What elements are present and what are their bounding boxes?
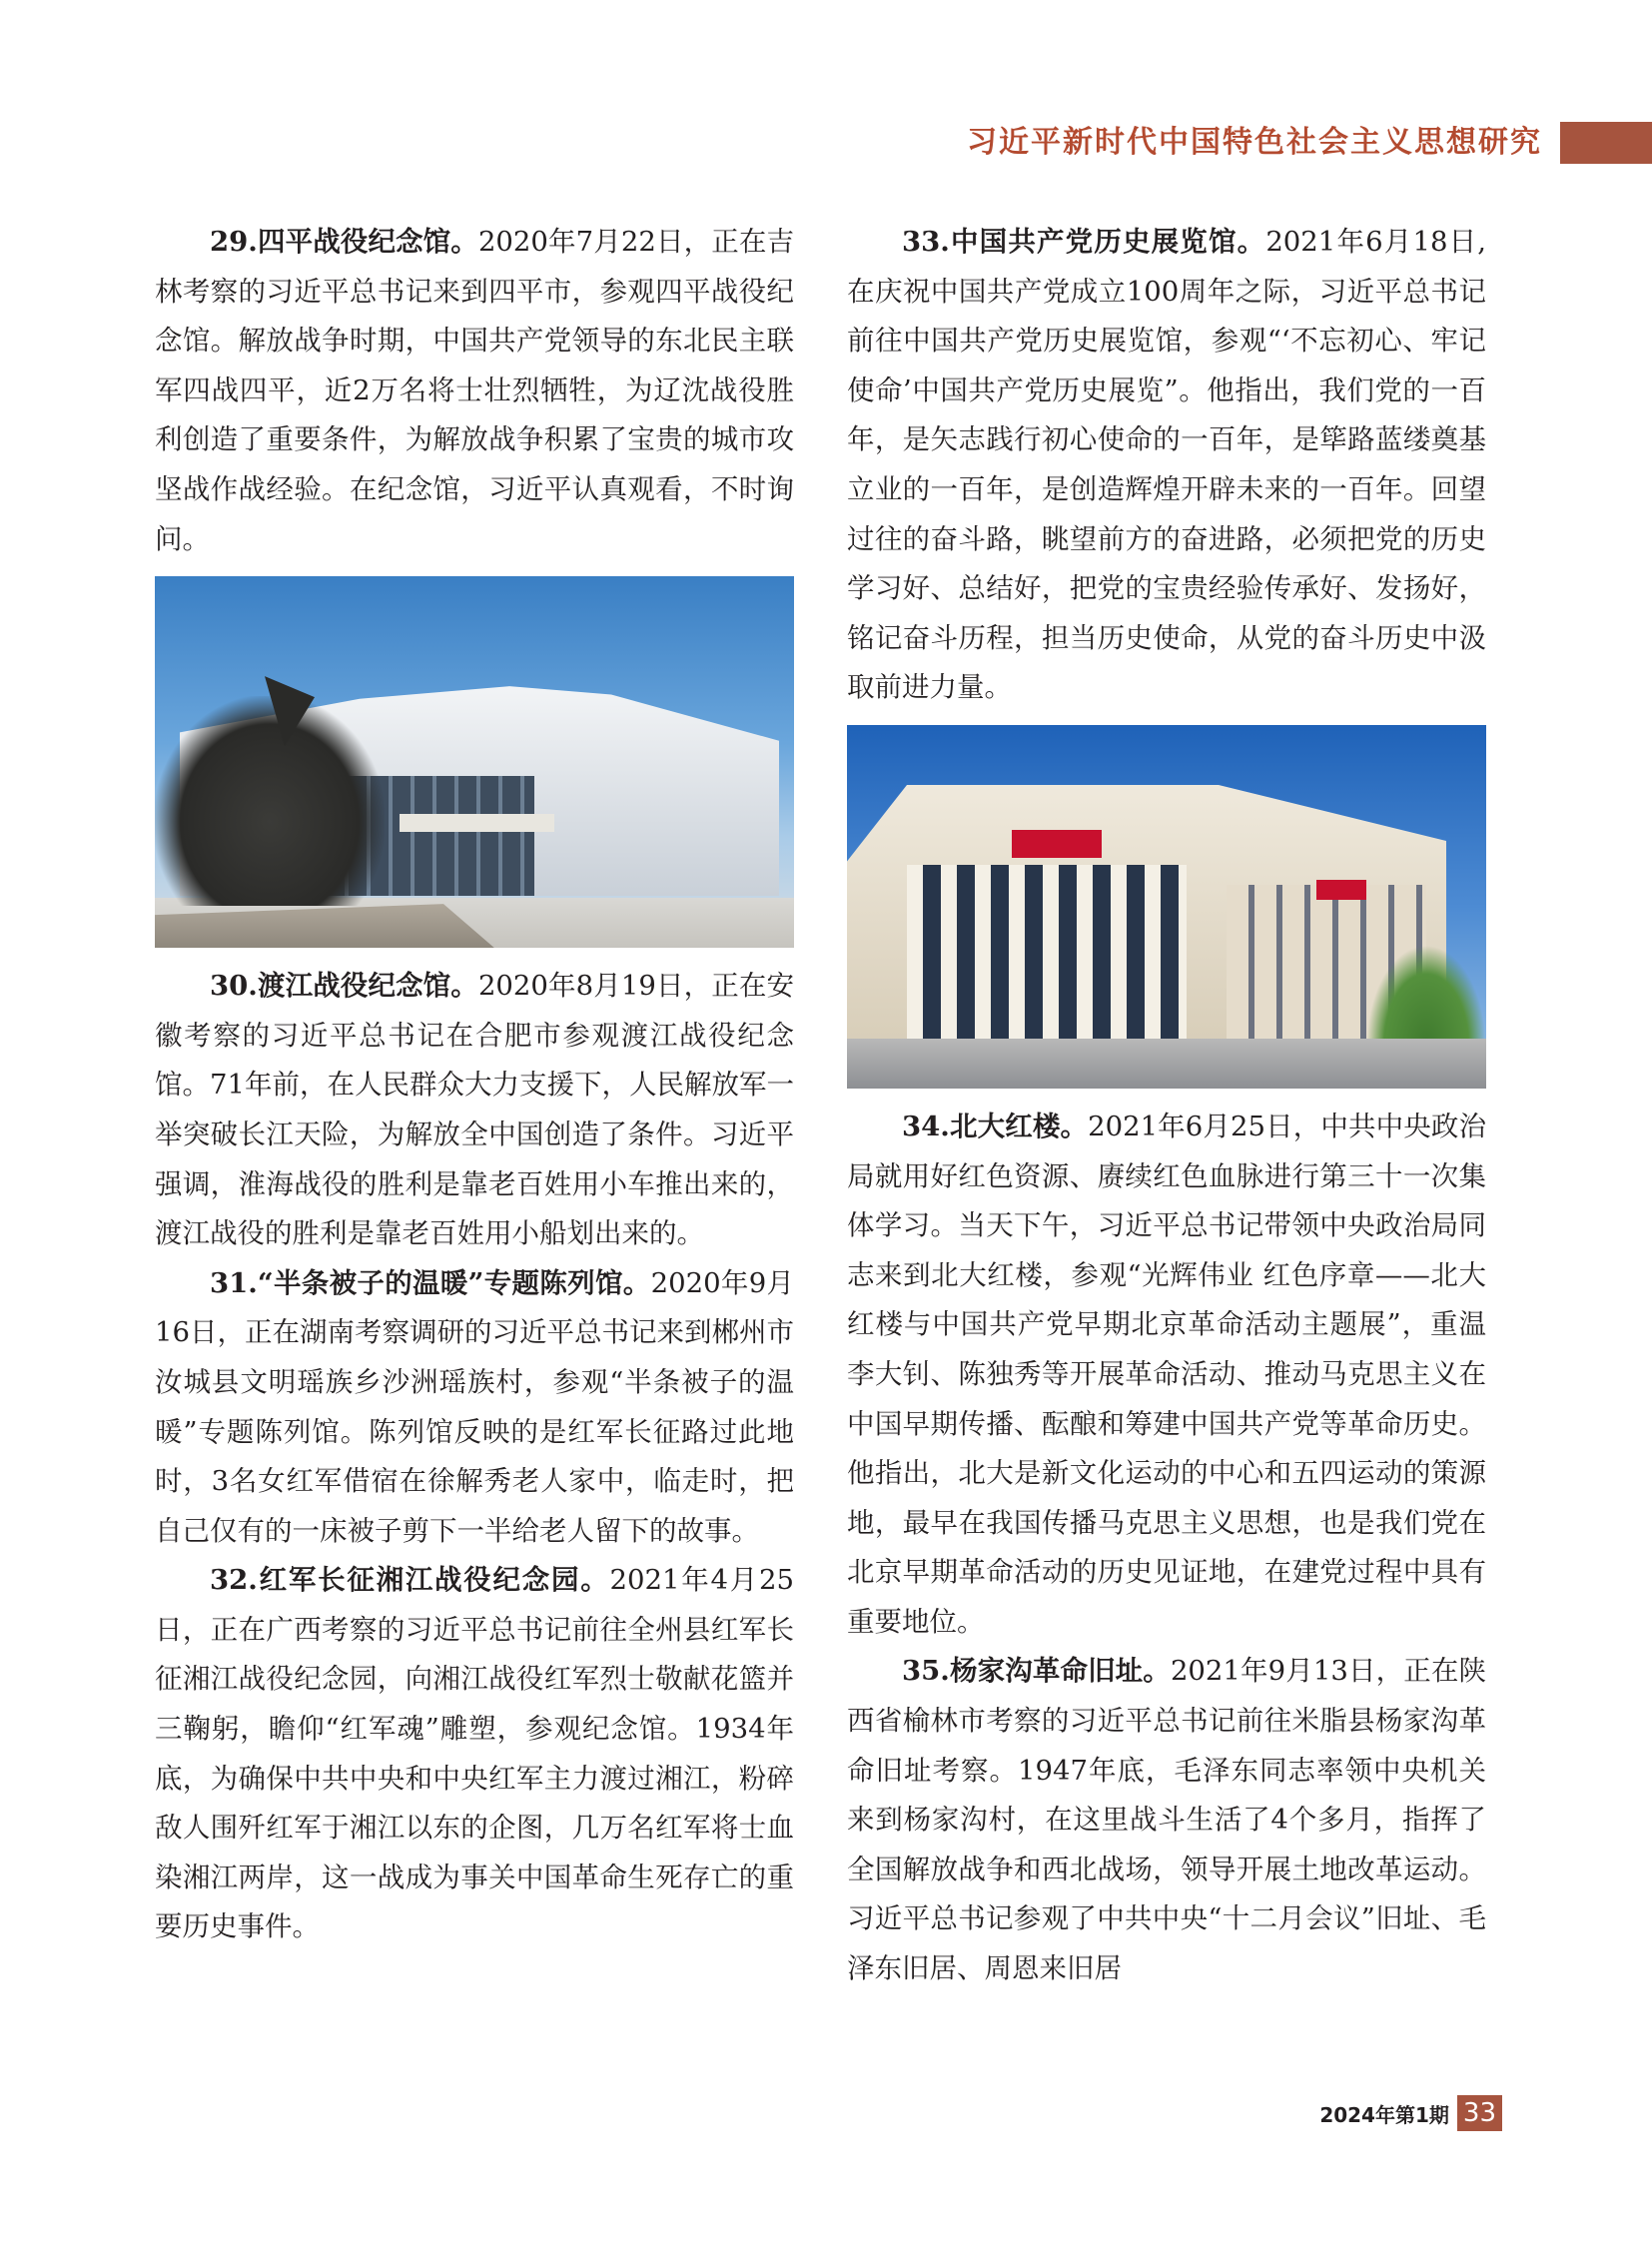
page-number: 33: [1457, 2095, 1502, 2131]
paragraph-30-text: 2020年8月19日，正在安徽考察的习近平总书记在合肥市参观渡江战役纪念馆。71年前，在人民群众大力支援下，人民解放军一举突破长江天险，为解放全中国创造了条件。习近平强调，淮海战役的胜利是靠老百姓用小车推出来的，渡江战役的胜利是靠老百姓用小船划出来的。: [155, 970, 794, 1250]
paragraph-30: [155, 962, 794, 1259]
paragraph-31: [155, 1259, 794, 1557]
soldier-statue: [155, 696, 385, 906]
road: [847, 1039, 1486, 1089]
journal-title: 习近平新时代中国特色社会主义思想研究: [967, 125, 1542, 160]
cpc-history-hall-photo: [847, 725, 1486, 1089]
paragraph-35-text: 2021年9月13日，正在陕西省榆林市考察的习近平总书记前往米脂县杨家沟革命旧址考察。1947年底，毛泽东同志率领中央机关来到杨家沟村，在这里战斗生活了4个多月，指挥了全国解放战争和西北战场，领导开展土地改革运动。习近平总书记参观了中共中央“十二月会议”旧址、毛泽东旧居、周恩来旧居: [847, 1655, 1486, 1985]
paragraph-29-text: 2020年7月22日，正在吉林考察的习近平总书记来到四平市，参观四平战役纪念馆。解放战争时期，中国共产党领导的东北民主联军四战四平，近2万名将士壮烈牺牲，为辽沈战役胜利创造了重要条件，为解放战争积累了宝贵的城市攻坚战作战经验。在纪念馆，习近平认真观看，不时询问。: [155, 226, 794, 555]
paragraph-29: [155, 218, 794, 564]
paragraph-35: [847, 1647, 1486, 1993]
paragraph-32-lead: 32.红军长征湘江战役纪念园。: [210, 1564, 610, 1597]
paragraph-34-text: 2021年6月25日，中共中央政治局就用好红色资源、赓续红色血脉进行第三十一次集体学习。当天下午，习近平总书记带领中央政治局同志来到北大红楼，参观“光辉伟业 红色序章——北大红楼与中国共产党早期北京革命活动主题展”，重温李大钊、陈独秀等开展革命活动、推动马克思主义在中国早期传播、酝酿和筹建中国共产党等革命历史。他指出，北大是新文化运动的中心和五四运动的策源地，最早在我国传播马克思主义思想，也是我们党在北京早期革命活动的历史见证地，在建党过程中具有重要地位。: [847, 1110, 1486, 1638]
paragraph-33-lead: 33.中国共产党历史展览馆。: [902, 226, 1266, 258]
siping-memorial-photo: [155, 576, 794, 948]
header-accent-bar: [1560, 122, 1652, 164]
hall-colonnade: [907, 865, 1187, 1040]
siping-sign: [400, 814, 554, 832]
paragraph-31-text: 2020年9月16日，正在湖南考察调研的习近平总书记来到郴州市汝城县文明瑶族乡沙洲瑶族村，参观“半条被子的温暖”专题陈列馆。陈列馆反映的是红军长征路过此地时，3名女红军借宿在徐解秀老人家中，临走时，把自己仅有的一床被子剪下一半给老人留下的故事。: [155, 1266, 794, 1547]
paragraph-30-lead: 30.渡江战役纪念馆。: [210, 970, 478, 1003]
party-emblem: [1012, 830, 1102, 858]
left-column: [155, 218, 794, 1952]
paragraph-35-lead: 35.杨家沟革命旧址。: [902, 1655, 1171, 1688]
page-header: [0, 118, 1652, 168]
paragraph-34-lead: 34.北大红楼。: [902, 1110, 1089, 1142]
trees: [1366, 945, 1486, 1045]
paragraph-31-lead: 31.“半条被子的温暖”专题陈列馆。: [210, 1266, 651, 1299]
paragraph-33-text: 2021年6月18日,在庆祝中国共产党成立100周年之际，习近平总书记前往中国共产党历史展览馆，参观“‘不忘初心、牢记使命’中国共产党历史展览”。他指出，我们党的一百年，是矢志践行初心使命的一百年，是筚路蓝缕奠基立业的一百年，是创造辉煌开辟未来的一百年。回望过往的奋斗路，眺望前方的奋进路，必须把党的历史学习好、总结好，把党的宝贵经验传承好、发扬好，铭记奋斗历程，担当历史使命，从党的奋斗历史中汲取前进力量。: [847, 226, 1487, 704]
paragraph-34: [847, 1103, 1486, 1648]
right-column: [847, 218, 1486, 1994]
paragraph-32: [155, 1556, 794, 1952]
page-footer: [1319, 2095, 1502, 2131]
paragraph-29-lead: 29.四平战役纪念馆。: [210, 226, 478, 258]
issue-label: 2024年第1期: [1319, 2102, 1449, 2127]
party-emblem-side: [1316, 880, 1366, 900]
paragraph-32-text: 2021年4月25日，正在广西考察的习近平总书记前往全州县红军长征湘江战役纪念园，向湘江战役红军烈士敬献花篮并三鞠躬，瞻仰“红军魂”雕塑，参观纪念馆。1934年底，为确保中共中央和中央红军主力渡过湘江，粉碎敌人围歼红军于湘江以东的企图，几万名红军将士血染湘江两岸，这一战成为事关中国革命生死存亡的重要历史事件。: [155, 1564, 795, 1943]
paragraph-33: [847, 218, 1486, 713]
